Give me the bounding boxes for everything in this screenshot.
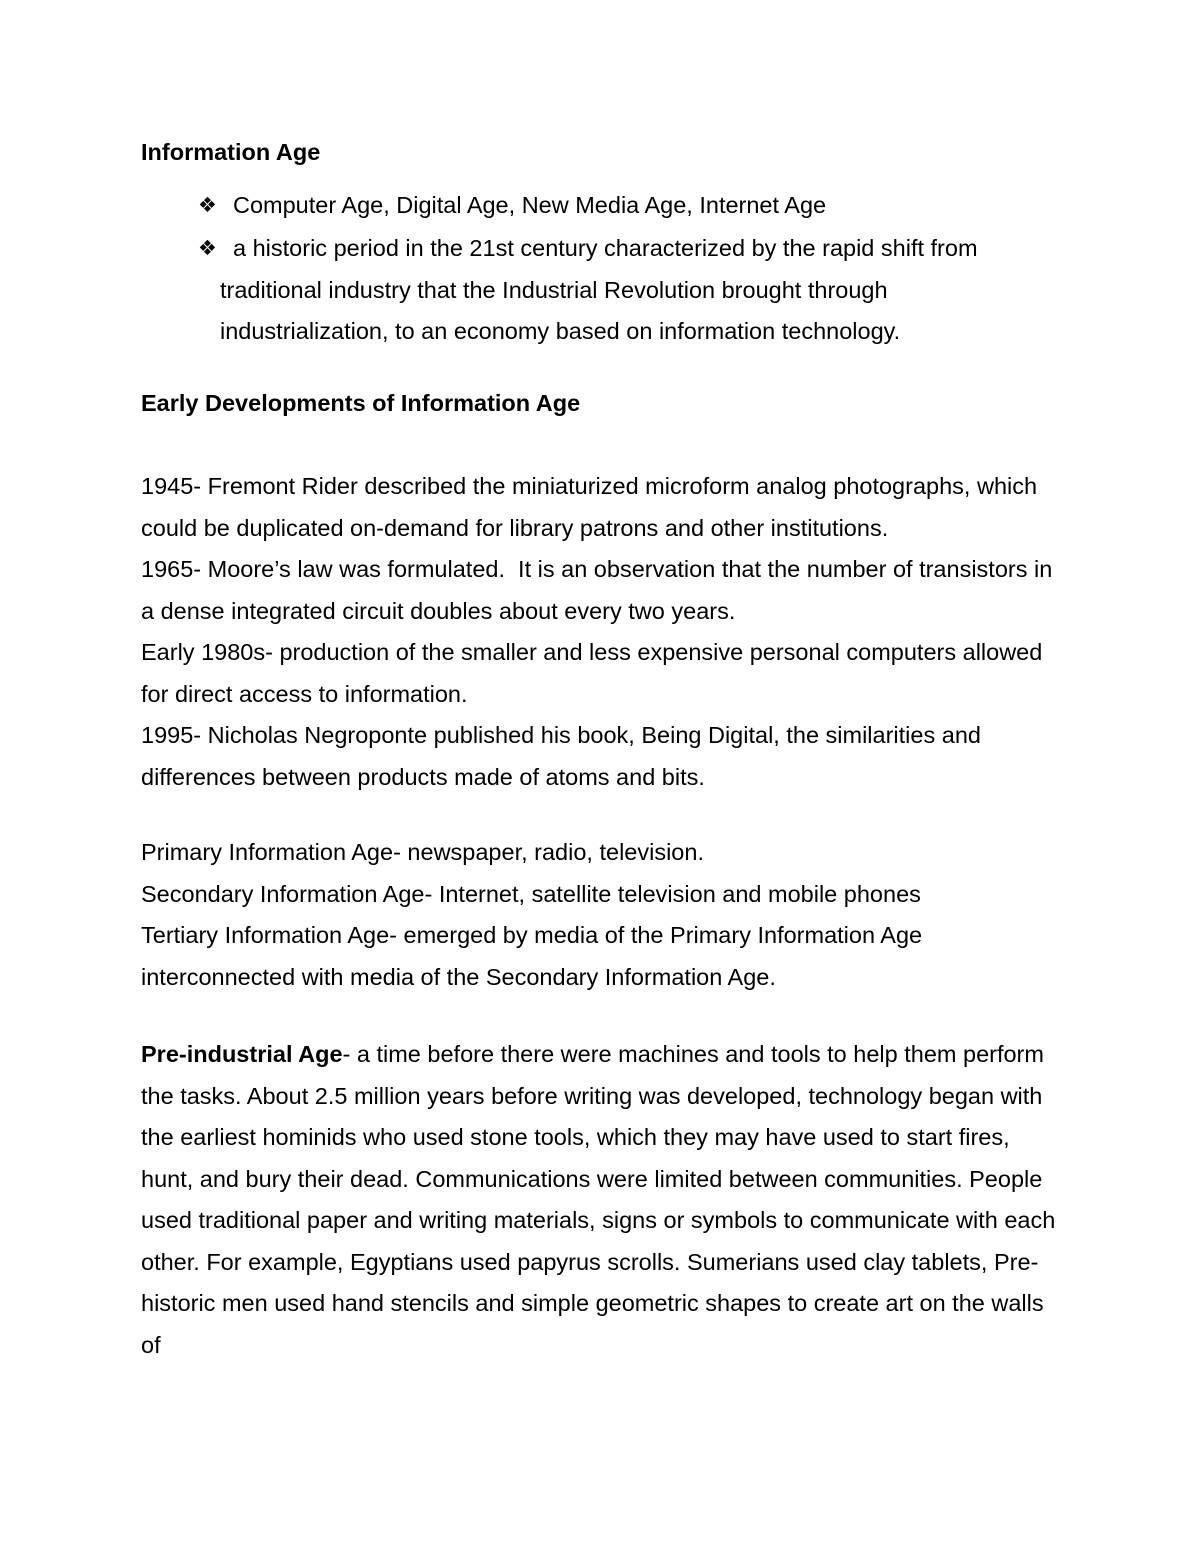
bullet-text: Computer Age, Digital Age, New Media Age, Internet Age [233, 191, 827, 218]
pre-industrial-text: - a time before there were machines and tools to help them perform the tasks. About 2.5 million years before writing was developed, technology began with the earliest hominids who used stone tools, which they may have used to start fires, hunt, and bury their dead. Communications were limited between communities. People used traditional paper and writing materials, signs or symbols to communicate with each other. For example, Egyptians used papyrus scrolls. Sumerians used clay tablets, Pre-historic men used hand stencils and simple geometric shapes to create art on the walls of [141, 1041, 1056, 1358]
information-age-types [141, 832, 1059, 998]
list-item [141, 185, 1059, 227]
page-title: Information Age [141, 139, 321, 165]
definition-bullet-list [141, 185, 1059, 353]
diamond-bullet-icon: ❖ [198, 236, 217, 260]
timeline-entry-1945: 1945- Fremont Rider described the miniaturized microform analog photographs, which could be duplicated on-demand for library patrons and other institutions. [141, 473, 1044, 541]
timeline-entry-early-1980s: Early 1980s- production of the smaller and less expensive personal computers allowed for direct access to information. [141, 639, 1049, 707]
primary-information-age: Primary Information Age- newspaper, radio, television. [141, 839, 704, 865]
timeline-entry-1965: 1965- Moore’s law was formulated. It is an observation that the number of transistors in a dense integrated circuit doubles about every two years. [141, 556, 1059, 624]
diamond-bullet-icon: ❖ [198, 192, 217, 217]
list-item [141, 228, 1059, 353]
timeline-paragraphs [141, 466, 1059, 798]
timeline-entry-1995: 1995- Nicholas Negroponte published his book, Being Digital, the similarities and differences between products made of atoms and bits. [141, 722, 988, 790]
tertiary-information-age: Tertiary Information Age- emerged by media of the Primary Information Age interconnected with media of the Secondary Information Age. [141, 922, 929, 990]
section-heading-early-developments: Early Developments of Information Age [141, 389, 581, 416]
pre-industrial-age-paragraph [141, 1034, 1059, 1366]
secondary-information-age: Secondary Information Age- Internet, satellite television and mobile phones [141, 880, 921, 907]
pre-industrial-term: Pre-industrial Age [141, 1041, 343, 1067]
bullet-text: a historic period in the 21st century characterized by the rapid shift from traditional industry that the Industrial Revolution brought through industrialization, to an economy based on information technology. [220, 235, 978, 344]
